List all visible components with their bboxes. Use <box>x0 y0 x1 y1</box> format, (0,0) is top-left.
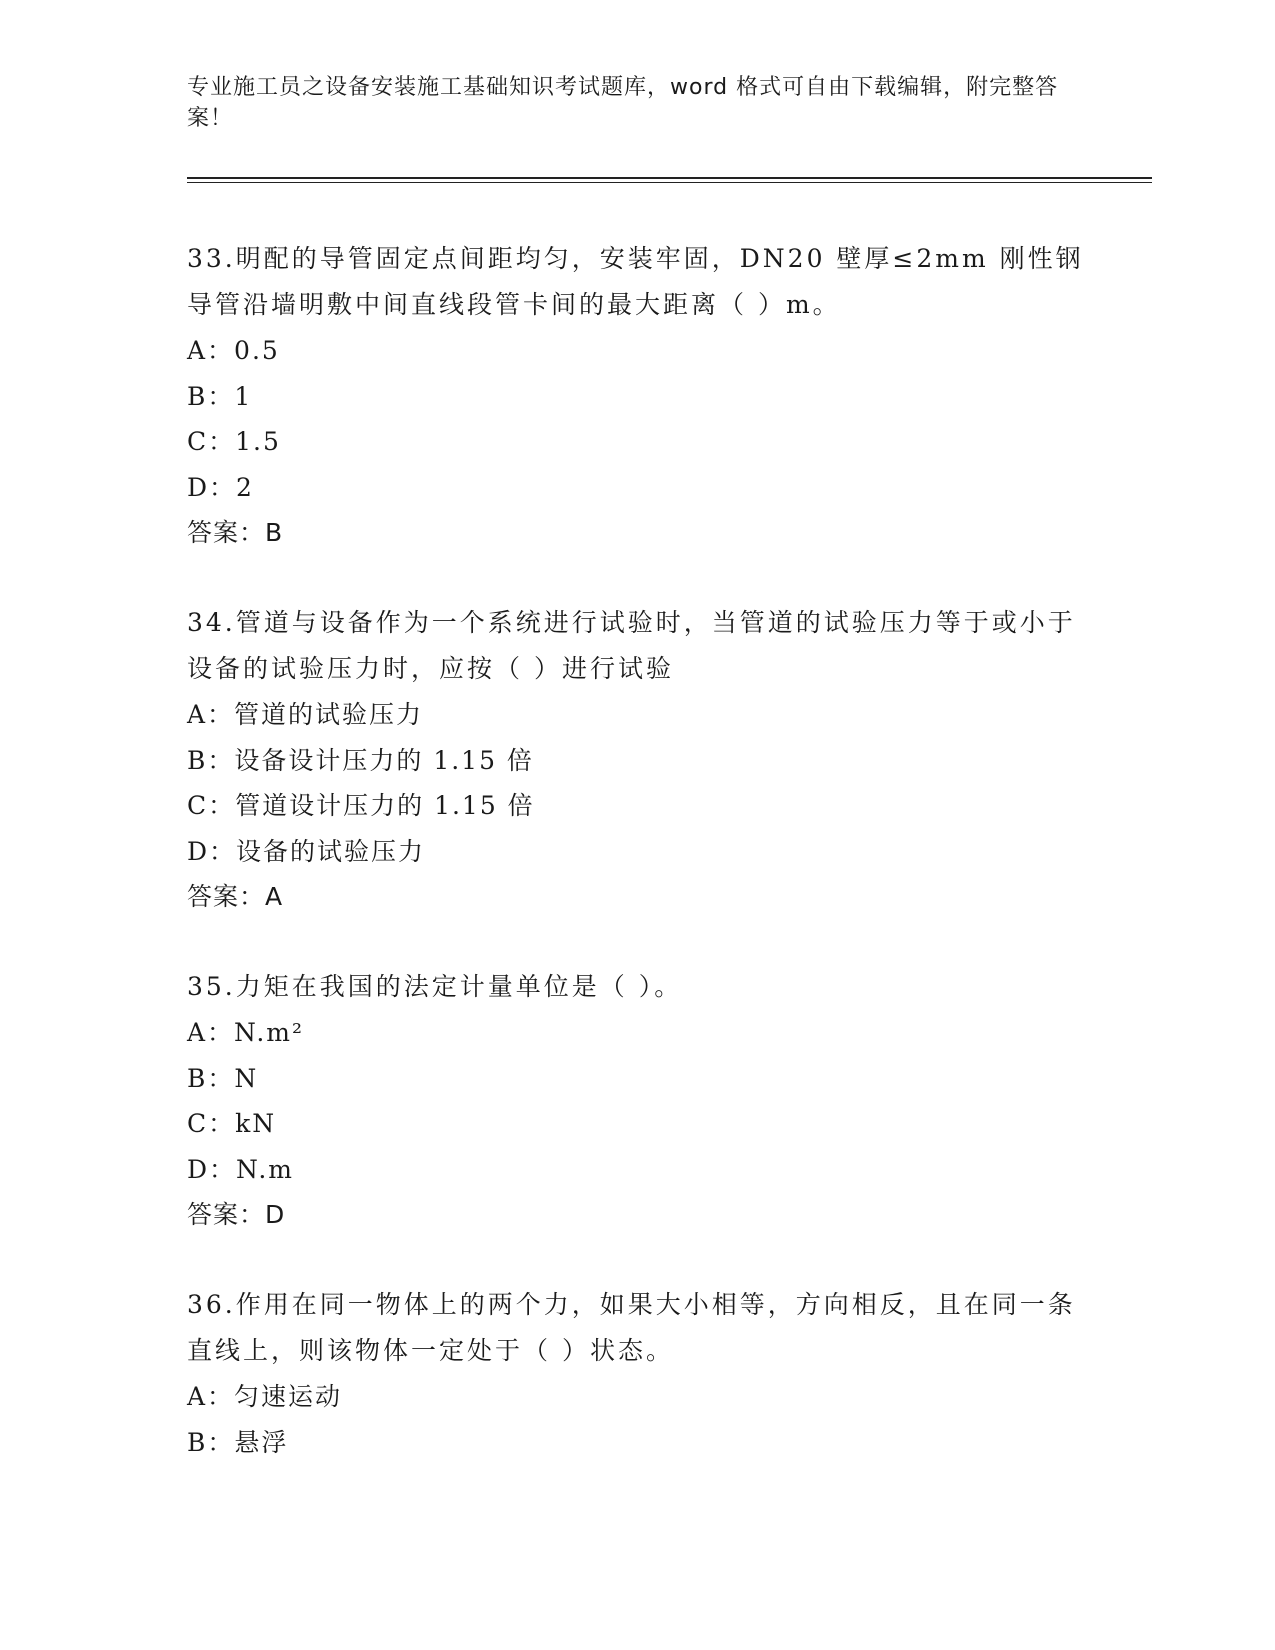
option-d: D：设备的试验压力 <box>187 836 426 866</box>
answer: 答案：D <box>187 1200 286 1229</box>
option-c: C：1.5 <box>187 427 281 456</box>
option-c: C：管道设计压力的 1.15 倍 <box>187 791 535 820</box>
option-b: B：设备设计压力的 1.15 倍 <box>187 745 534 775</box>
option-c: C：kN <box>187 1109 277 1138</box>
answer: 答案：B <box>187 518 284 547</box>
option-a: A：管道的试验压力 <box>187 700 424 729</box>
question-stem: 34.管道与设备作为一个系统进行试验时，当管道的试验压力等于或小于设备的试验压力时，应按（ ）进行试验 <box>187 608 1076 683</box>
option-b: B：1 <box>187 381 253 411</box>
question-35 <box>187 964 1087 1238</box>
option-d: D：2 <box>187 472 254 502</box>
option-b: B：悬浮 <box>187 1427 289 1457</box>
question-33 <box>187 236 1087 556</box>
question-36 <box>187 1282 1087 1465</box>
option-a: A：0.5 <box>187 336 280 365</box>
document-header: 专业施工员之设备安装施工基础知识考试题库，word 格式可自由下载编辑，附完整答案！ <box>187 75 1059 131</box>
question-stem: 33.明配的导管固定点间距均匀，安装牢固，DN20 壁厚≤2mm 刚性钢导管沿墙明敷中间直线段管卡间的最大距离（ ）m。 <box>187 244 1084 319</box>
option-b: B：N <box>187 1063 259 1093</box>
option-d: D：N.m <box>187 1154 294 1184</box>
option-a: A：N.m² <box>187 1018 305 1047</box>
option-a: A：匀速运动 <box>187 1382 343 1411</box>
question-stem: 36.作用在同一物体上的两个力，如果大小相等，方向相反，且在同一条直线上，则该物体一定处于（ ）状态。 <box>187 1290 1076 1365</box>
answer: 答案：A <box>187 882 284 911</box>
question-34 <box>187 600 1087 920</box>
question-stem: 35.力矩在我国的法定计量单位是（ ）。 <box>187 972 683 1001</box>
header-divider-thick <box>187 177 1152 179</box>
header-divider-thin <box>187 182 1152 183</box>
question-list <box>187 236 1087 1509</box>
